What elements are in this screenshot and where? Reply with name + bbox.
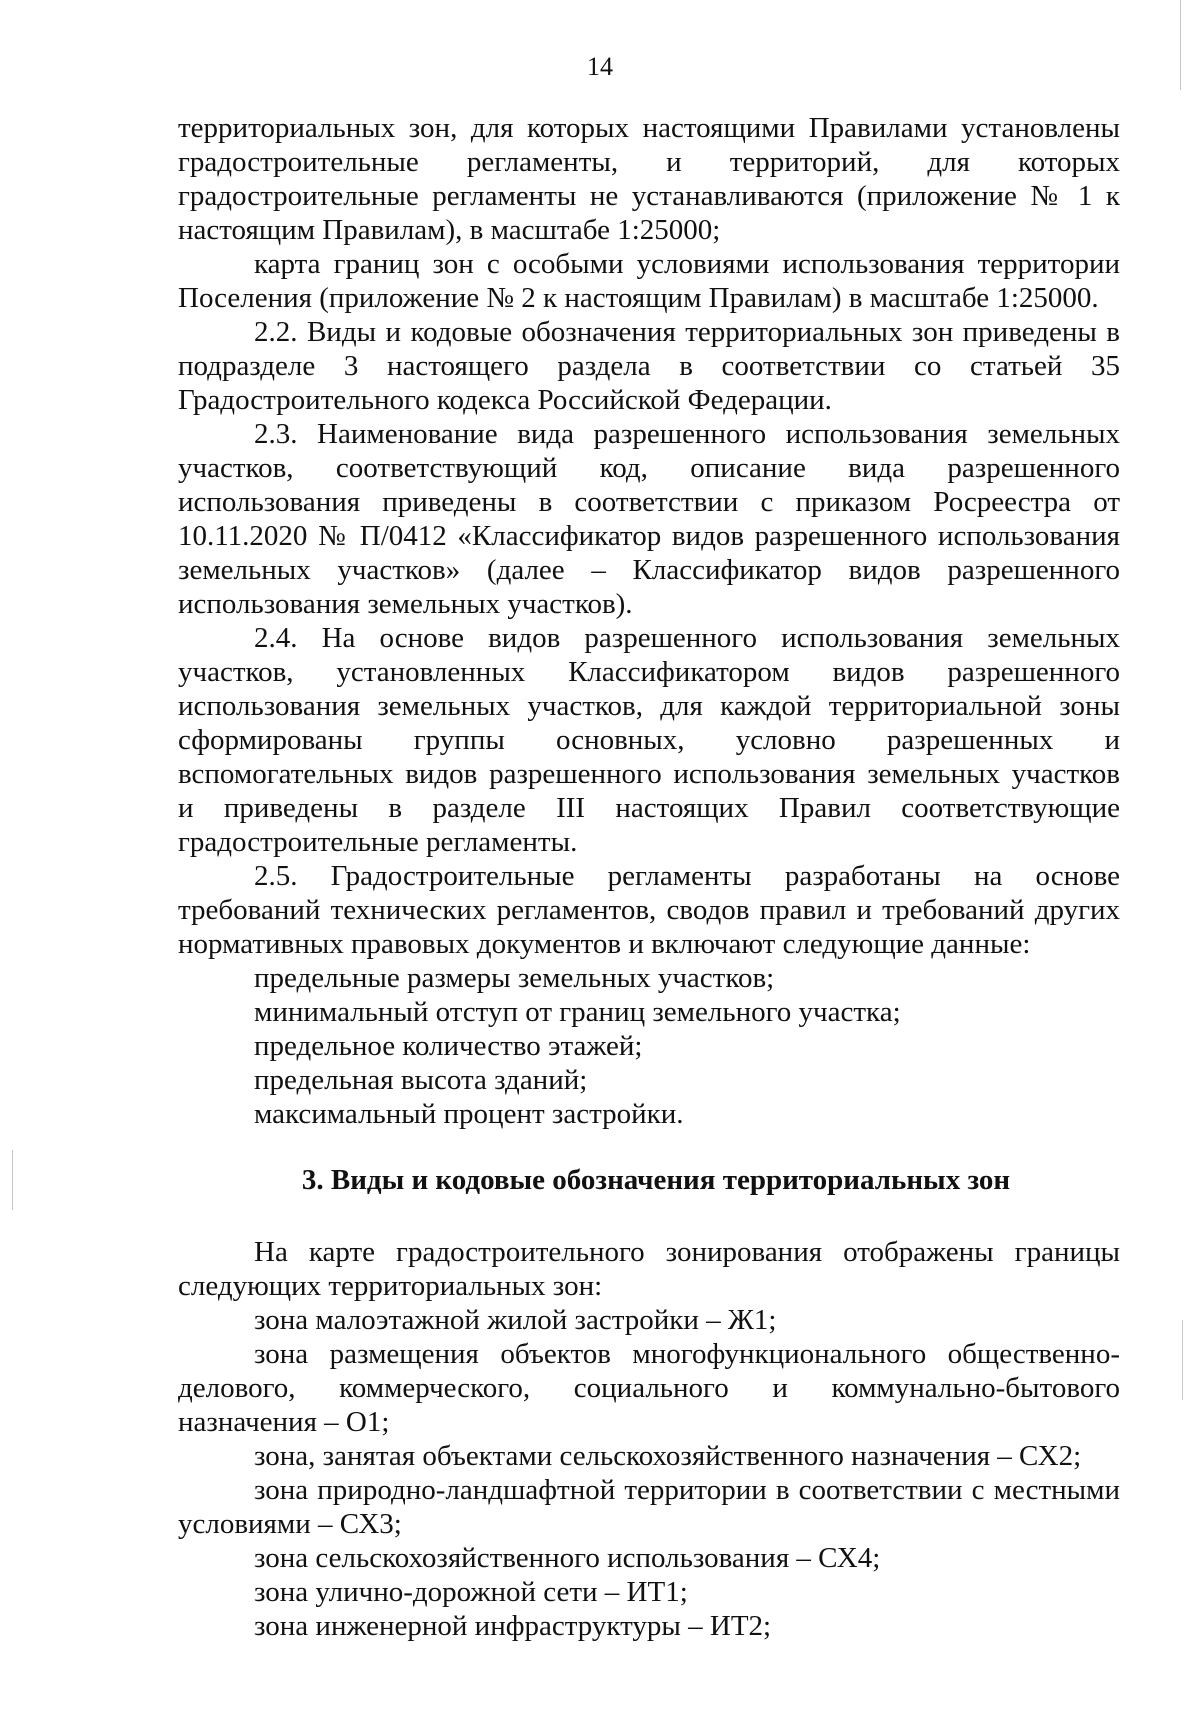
zone-list bbox=[178, 1303, 1120, 1643]
paragraph-zone-map-continuation: территориальных зон, для которых настоящими Правилами установлены градостроительные регламенты, и территорий, для которых градостроительные регламенты не устанавливаются (приложение № 1 к настоящим Правилам), в масштабе 1:25000; bbox=[178, 112, 1120, 246]
paragraph-section-3-intro: На карте градостроительного зонирования отображены границы следующих территориальных зон: bbox=[178, 1236, 1120, 1302]
document-body bbox=[178, 111, 1120, 1643]
list-item: зона инженерной инфраструктуры – ИТ2; bbox=[254, 1610, 772, 1642]
scan-edge-mark bbox=[12, 1150, 13, 1210]
list-item: зона малоэтажной жилой застройки – Ж1; bbox=[254, 1304, 777, 1336]
list-item: максимальный процент застройки. bbox=[254, 1098, 684, 1130]
list-item: зона, занятая объектами сельскохозяйственного назначения – СХ2; bbox=[254, 1440, 1082, 1472]
scan-edge-mark bbox=[1182, 1320, 1183, 1400]
list-item: зона размещения объектов многофункционального общественно-делового, коммерческого, социального и коммунально-бытового назначения – О1; bbox=[178, 1338, 1120, 1438]
list-item: предельные размеры земельных участков; bbox=[254, 962, 775, 994]
list-item: предельная высота зданий; bbox=[254, 1064, 588, 1096]
paragraph-special-zones-map: карта границ зон с особыми условиями использования территории Поселения (приложение № 2 к настоящим Правилам) в масштабе 1:25000. bbox=[178, 248, 1120, 314]
paragraph-2-2: 2.2. Виды и кодовые обозначения территориальных зон приведены в подразделе 3 настоящего раздела в соответствии со статьей 35 Градостроительного кодекса Российской Федерации. bbox=[178, 316, 1120, 416]
list-item: предельное количество этажей; bbox=[254, 1030, 643, 1062]
scan-edge-mark bbox=[1180, 0, 1181, 90]
page-number: 14 bbox=[587, 52, 613, 81]
paragraph-2-5: 2.5. Градостроительные регламенты разработаны на основе требований технических регламентов, сводов правил и требований других нормативных правовых документов и включают следующие данные: bbox=[178, 860, 1120, 960]
list-item: зона сельскохозяйственного использования – СХ4; bbox=[254, 1542, 881, 1574]
paragraph-2-4: 2.4. На основе видов разрешенного использования земельных участков, установленных Классификатором видов разрешенного использования земельных участков, для каждой территориальной зоны сформированы группы основных, условно разрешенных и вспомогательных видов разрешенного использования земельных участков и приведены в разделе III настоящих Правил соответствующие градостроительные регламенты. bbox=[178, 622, 1120, 858]
regulation-data-list bbox=[178, 961, 1120, 1131]
section-heading: 3. Виды и кодовые обозначения территориальных зон bbox=[301, 1164, 1011, 1196]
list-item: зона улично-дорожной сети – ИТ1; bbox=[254, 1576, 688, 1608]
paragraph-2-3: 2.3. Наименование вида разрешенного использования земельных участков, соответствующий код, описание вида разрешенного использования приведены в соответствии с приказом Росреестра от 10.11.2020 № П/0412 «Классификатор видов разрешенного использования земельных участков» (далее – Классификатор видов разрешенного использования земельных участков). bbox=[178, 418, 1120, 620]
list-item: минимальный отступ от границ земельного участка; bbox=[254, 996, 901, 1028]
list-item: зона природно-ландшафтной территории в соответствии с местными условиями – СХ3; bbox=[178, 1474, 1120, 1540]
